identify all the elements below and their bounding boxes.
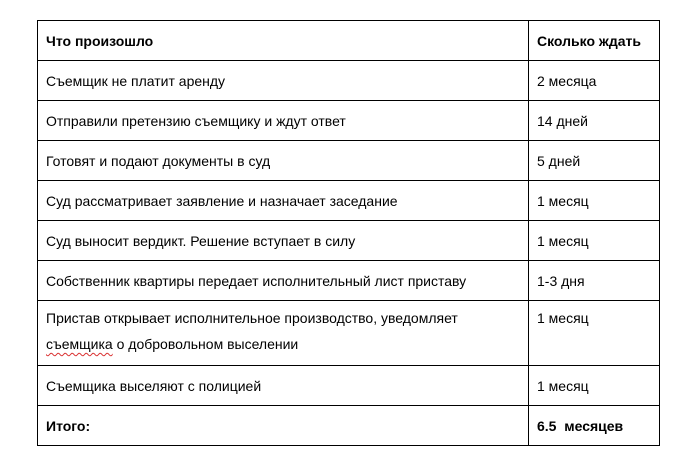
table-row bbox=[38, 261, 660, 301]
row-event-line1: Пристав открывает исполнительное производство, уведомляет bbox=[46, 310, 458, 326]
row-duration: 1 месяц bbox=[529, 221, 660, 261]
row-duration: 5 дней bbox=[529, 141, 660, 181]
row-event: Собственник квартиры передает исполнительный лист приставу bbox=[38, 261, 529, 301]
row-event bbox=[38, 301, 529, 366]
table-row bbox=[38, 141, 660, 181]
total-value: 6.5 месяцев bbox=[529, 406, 660, 446]
row-duration: 14 дней bbox=[529, 101, 660, 141]
table-total-row bbox=[38, 406, 660, 446]
row-event: Суд выносит вердикт. Решение вступает в силу bbox=[38, 221, 529, 261]
total-label: Итого: bbox=[38, 406, 529, 446]
spellcheck-flagged-word[interactable]: съемщика bbox=[46, 336, 113, 352]
table-row bbox=[38, 301, 660, 366]
table-row bbox=[38, 61, 660, 101]
eviction-timeline-table bbox=[37, 20, 660, 446]
table-header-row bbox=[38, 21, 660, 61]
row-duration: 1-3 дня bbox=[529, 261, 660, 301]
row-duration: 1 месяц bbox=[529, 301, 660, 366]
table-row bbox=[38, 101, 660, 141]
row-event-line2: о добровольном выселении bbox=[112, 336, 299, 352]
table-row bbox=[38, 366, 660, 406]
table-row bbox=[38, 221, 660, 261]
row-duration: 1 месяц bbox=[529, 366, 660, 406]
header-what-happened: Что произошло bbox=[38, 21, 529, 61]
header-how-long: Сколько ждать bbox=[529, 21, 660, 61]
row-event: Отправили претензию съемщику и ждут ответ bbox=[38, 101, 529, 141]
row-duration: 1 месяц bbox=[529, 181, 660, 221]
row-event: Съемщика выселяют с полицией bbox=[38, 366, 529, 406]
row-duration: 2 месяца bbox=[529, 61, 660, 101]
row-event: Съемщик не платит аренду bbox=[38, 61, 529, 101]
row-event: Суд рассматривает заявление и назначает заседание bbox=[38, 181, 529, 221]
table-row bbox=[38, 181, 660, 221]
row-event: Готовят и подают документы в суд bbox=[38, 141, 529, 181]
